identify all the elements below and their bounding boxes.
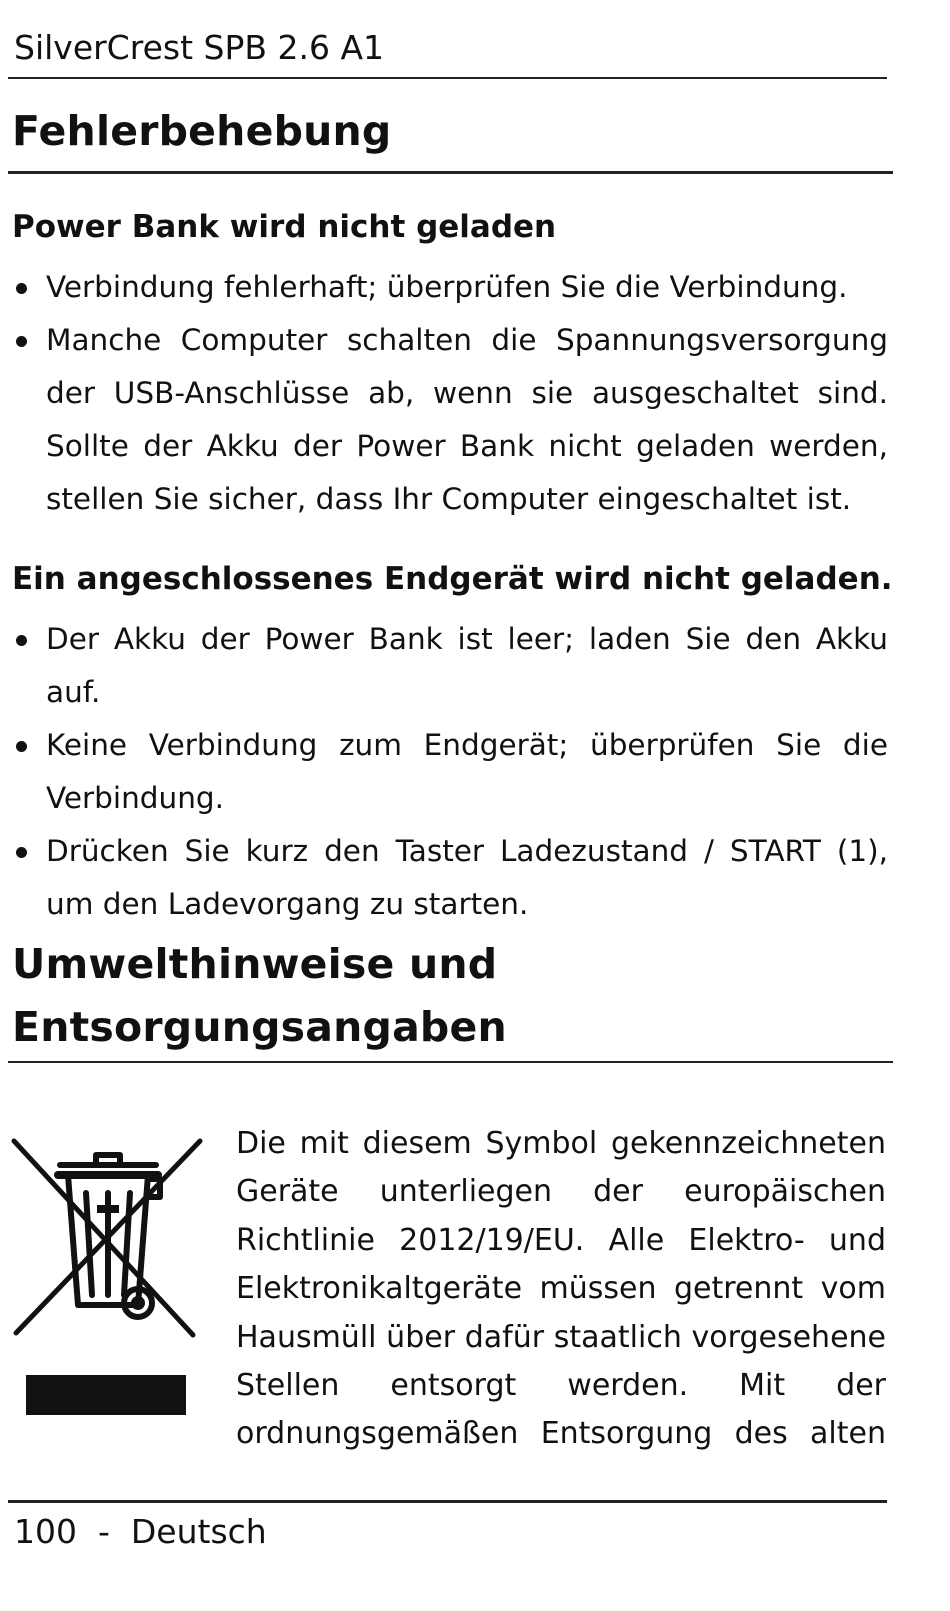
list-item: Verbindung fehlerhaft; überprüfen Sie die Verbindung.	[12, 261, 888, 314]
subheading-device-not-charging: Ein angeschlossenes Endgerät wird nicht geladen.	[12, 561, 893, 597]
footer-language: Deutsch	[130, 1512, 267, 1551]
list-item: Der Akku der Power Bank ist leer; laden Sie den Akku auf.	[12, 613, 888, 719]
page-footer	[14, 1510, 267, 1554]
section-title-environment-line1: Umwelthinweise und	[12, 940, 498, 988]
page-number: 100	[14, 1512, 77, 1551]
section-title-troubleshooting: Fehlerbehebung	[12, 107, 392, 155]
footer-separator: -	[97, 1512, 110, 1551]
list-item: Manche Computer schalten die Spannungsversorgung der USB-Anschlüsse ab, wenn sie ausgeschaltet sind. Sollte der Akku der Power Bank nicht geladen werden, stellen Sie sicher, dass Ihr Computer eingeschaltet ist.	[12, 314, 888, 526]
running-header: SilverCrest SPB 2.6 A1	[14, 28, 385, 67]
bullet-list-device	[12, 613, 888, 931]
header-divider	[8, 77, 887, 79]
list-item: Drücken Sie kurz den Taster Ladezustand / START (1), um den Ladevorgang zu starten.	[12, 825, 888, 931]
section-divider-troubleshooting	[8, 171, 893, 174]
section-divider-environment	[8, 1061, 893, 1063]
subheading-powerbank-not-charging: Power Bank wird nicht geladen	[12, 209, 557, 245]
bullet-list-powerbank	[12, 261, 888, 526]
crossed-out-wheelie-bin-icon	[8, 1135, 208, 1425]
section-title-environment-line2: Entsorgungsangaben	[12, 1003, 507, 1051]
footer-divider	[8, 1500, 887, 1503]
weee-paragraph: Die mit diesem Symbol gekennzeichneten Geräte unterliegen der europäischen Richtlinie 2012/19/EU. Alle Elektro- und Elektronikaltgeräte müssen getrennt vom Hausmüll über dafür staatlich vorgesehene Stellen entsorgt werden. Mit der ordnungsgemäßen Entsorgung des alten	[236, 1126, 886, 1452]
list-item: Keine Verbindung zum Endgerät; überprüfen Sie die Verbindung.	[12, 719, 888, 825]
